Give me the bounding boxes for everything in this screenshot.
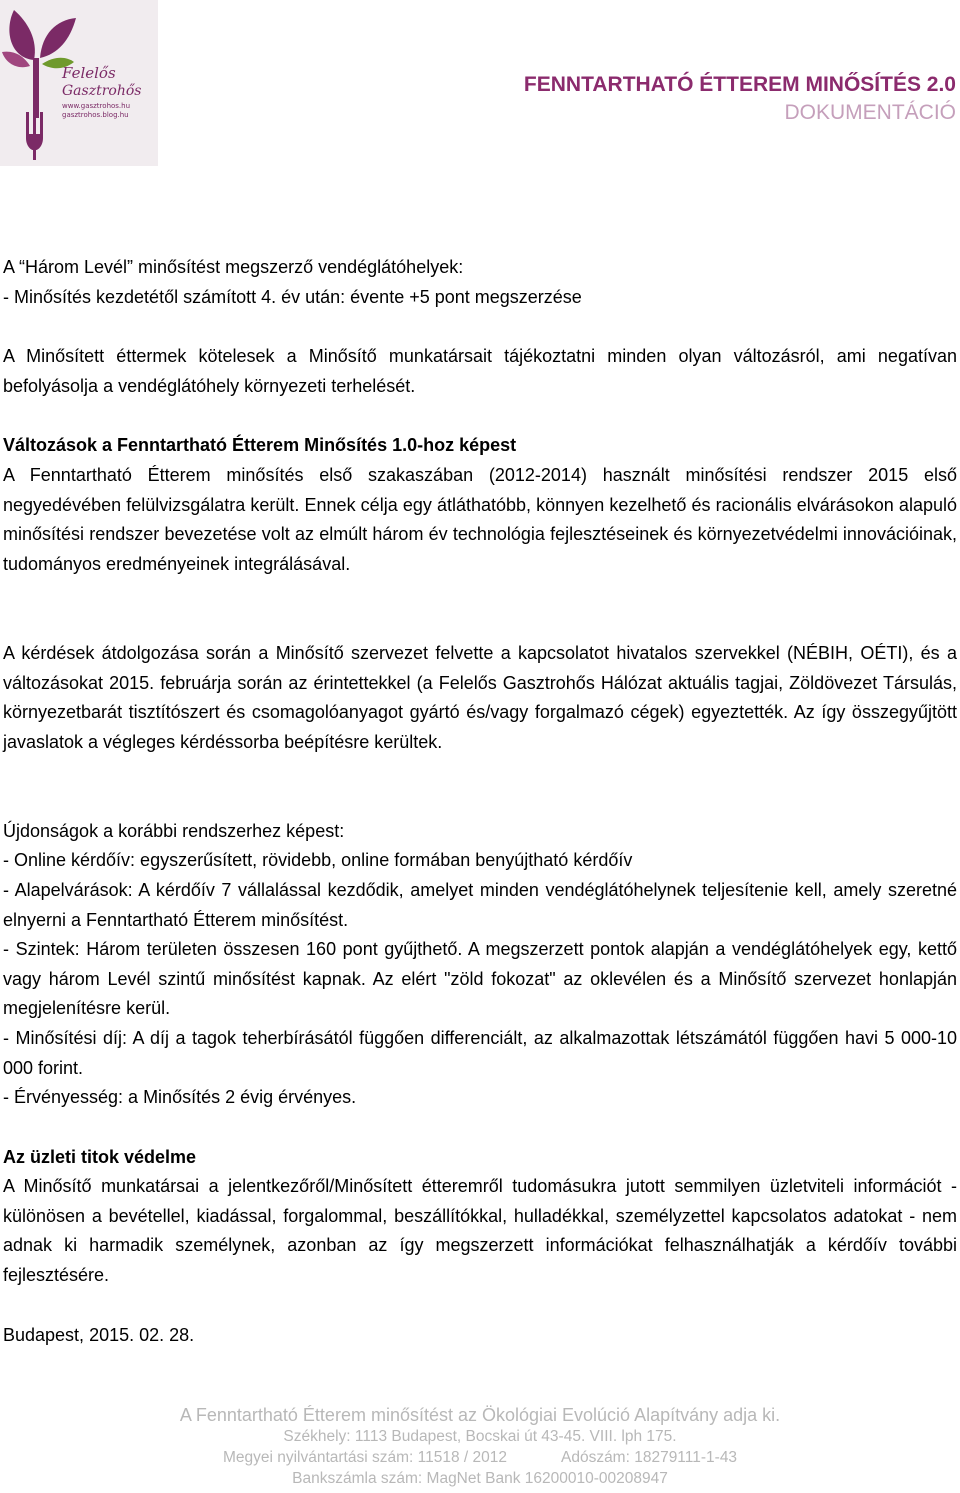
document-date: Budapest, 2015. 02. 28.	[3, 1325, 195, 1345]
footer-address: Székhely: 1113 Budapest, Bocskai út 43-45. VIII. lph 175.	[283, 1428, 677, 1445]
secret-heading: Az üzleti titok védelme	[3, 1147, 197, 1167]
news-basic: - Alapelvárások: A kérdőív 7 vállalással kezdődik, amelyet minden vendéglátóhelynek teljesítenie kell, amely szeretné elnyerni a Fenntartható Étterem minősítést.	[3, 880, 957, 930]
footer-bank-account: Bankszámla szám: MagNet Bank 16200010-00208947	[292, 1470, 668, 1487]
document-title	[524, 72, 956, 126]
logo-url2: gasztrohos.blog.hu	[62, 111, 129, 119]
footer-tax-number: Adószám: 18279111-1-43	[560, 1449, 738, 1466]
footer-registration	[0, 1447, 960, 1468]
logo-name-line1: Felelős	[62, 64, 116, 82]
document-title-sub: DOKUMENTÁCIÓ	[784, 101, 956, 124]
news-online: - Online kérdőív: egyszerűsített, rövidebb, online formában benyújtható kérdőív	[3, 850, 633, 870]
secret-paragraph: A Minősítő munkatársai a jelentkezőről/Minősített étteremről tudomásukra jutott semmilyen üzletviteli információt - különösen a bevétellel, kiadással, forgalommal, beszállítókkal, hulladékkal, személyzettel kapcsolatos adatokat - nem adnak ki harmadik személynek, azonban az így megszerzett információkat felhasználhatják a kérdőív további fejlesztésére.	[3, 1176, 957, 1286]
logo	[0, 0, 158, 166]
logo-url1: www.gasztrohos.hu	[62, 102, 131, 110]
news-heading: Újdonságok a korábbi rendszerhez képest:	[3, 821, 345, 841]
intro-line: A “Három Levél” minősítést megszerző vendéglátóhelyek:	[3, 257, 464, 277]
news-validity: - Érvényesség: a Minősítés 2 évig érvényes.	[3, 1087, 357, 1107]
obligation-paragraph: A Minősített éttermek kötelesek a Minősítő munkatársait tájékoztatni minden olyan változásról, ami negatívan befolyásolja a vendéglátóhely környezeti terhelését.	[3, 346, 957, 396]
footer-registration-number: Megyei nyilvántartási szám: 11518 / 2012	[222, 1449, 507, 1466]
questions-paragraph: A kérdések átdolgozása során a Minősítő szervezet felvette a kapcsolatot hivatalos szervekkel (NÉBIH, OÉTI), és a változásokat 2015. februárja során az érintettekkel (a Felelős Gasztrohős Hálózat aktuális tagjai, Zöldövezet Társulás, környezetbarát tisztítószert és csomagolóanyagot gyártó és/vagy forgalmazó cégek) egyeztették. Az így összegyűjtött javaslatok a végleges kérdéssorba beépítésre kerültek.	[3, 643, 957, 753]
changes-paragraph: A Fenntartható Étterem minősítés első szakaszában (2012-2014) használt minősítési rendszer 2015 első negyedévében felülvizsgálatra került. Ennek célja egy átláthatóbb, könnyen kezelhető és racionális elvárásokon alapuló minősítési rendszer bevezetése volt az elmúlt három év technológia fejlesztéseinek és környezetvédelmi innovációinak, tudományos eredményeinek integrálásával.	[3, 465, 957, 575]
news-fee: - Minősítési díj: A díj a tagok teherbírásától függően differenciált, az alkalmazottak létszámától függően havi 5 000-10 000 forint.	[3, 1028, 957, 1078]
intro-bullet: - Minősítés kezdetétől számított 4. év után: évente +5 pont megszerzése	[3, 287, 582, 307]
footer	[0, 1404, 960, 1489]
changes-heading: Változások a Fenntartható Étterem Minősítés 1.0-hoz képest	[3, 435, 517, 455]
fork-leaves-logo-icon	[0, 0, 158, 166]
logo-name-line2: Gasztrohős	[62, 83, 142, 99]
document-title-main: FENNTARTHATÓ ÉTTEREM MINŐSÍTÉS 2.0	[523, 73, 956, 96]
footer-issuer: A Fenntartható Étterem minősítést az Ökológiai Evolúció Alapítvány adja ki.	[179, 1405, 781, 1425]
news-levels: - Szintek: Három területen összesen 160 pont gyűjthető. A megszerzett pontok alapján a vendéglátóhelyek egy, kettő vagy három Levél szintű minősítést kapnak. Az elért "zöld fokozat" az oklevélen és a Minősítő szervezet honlapján megjelenítésre kerül.	[3, 939, 957, 1019]
